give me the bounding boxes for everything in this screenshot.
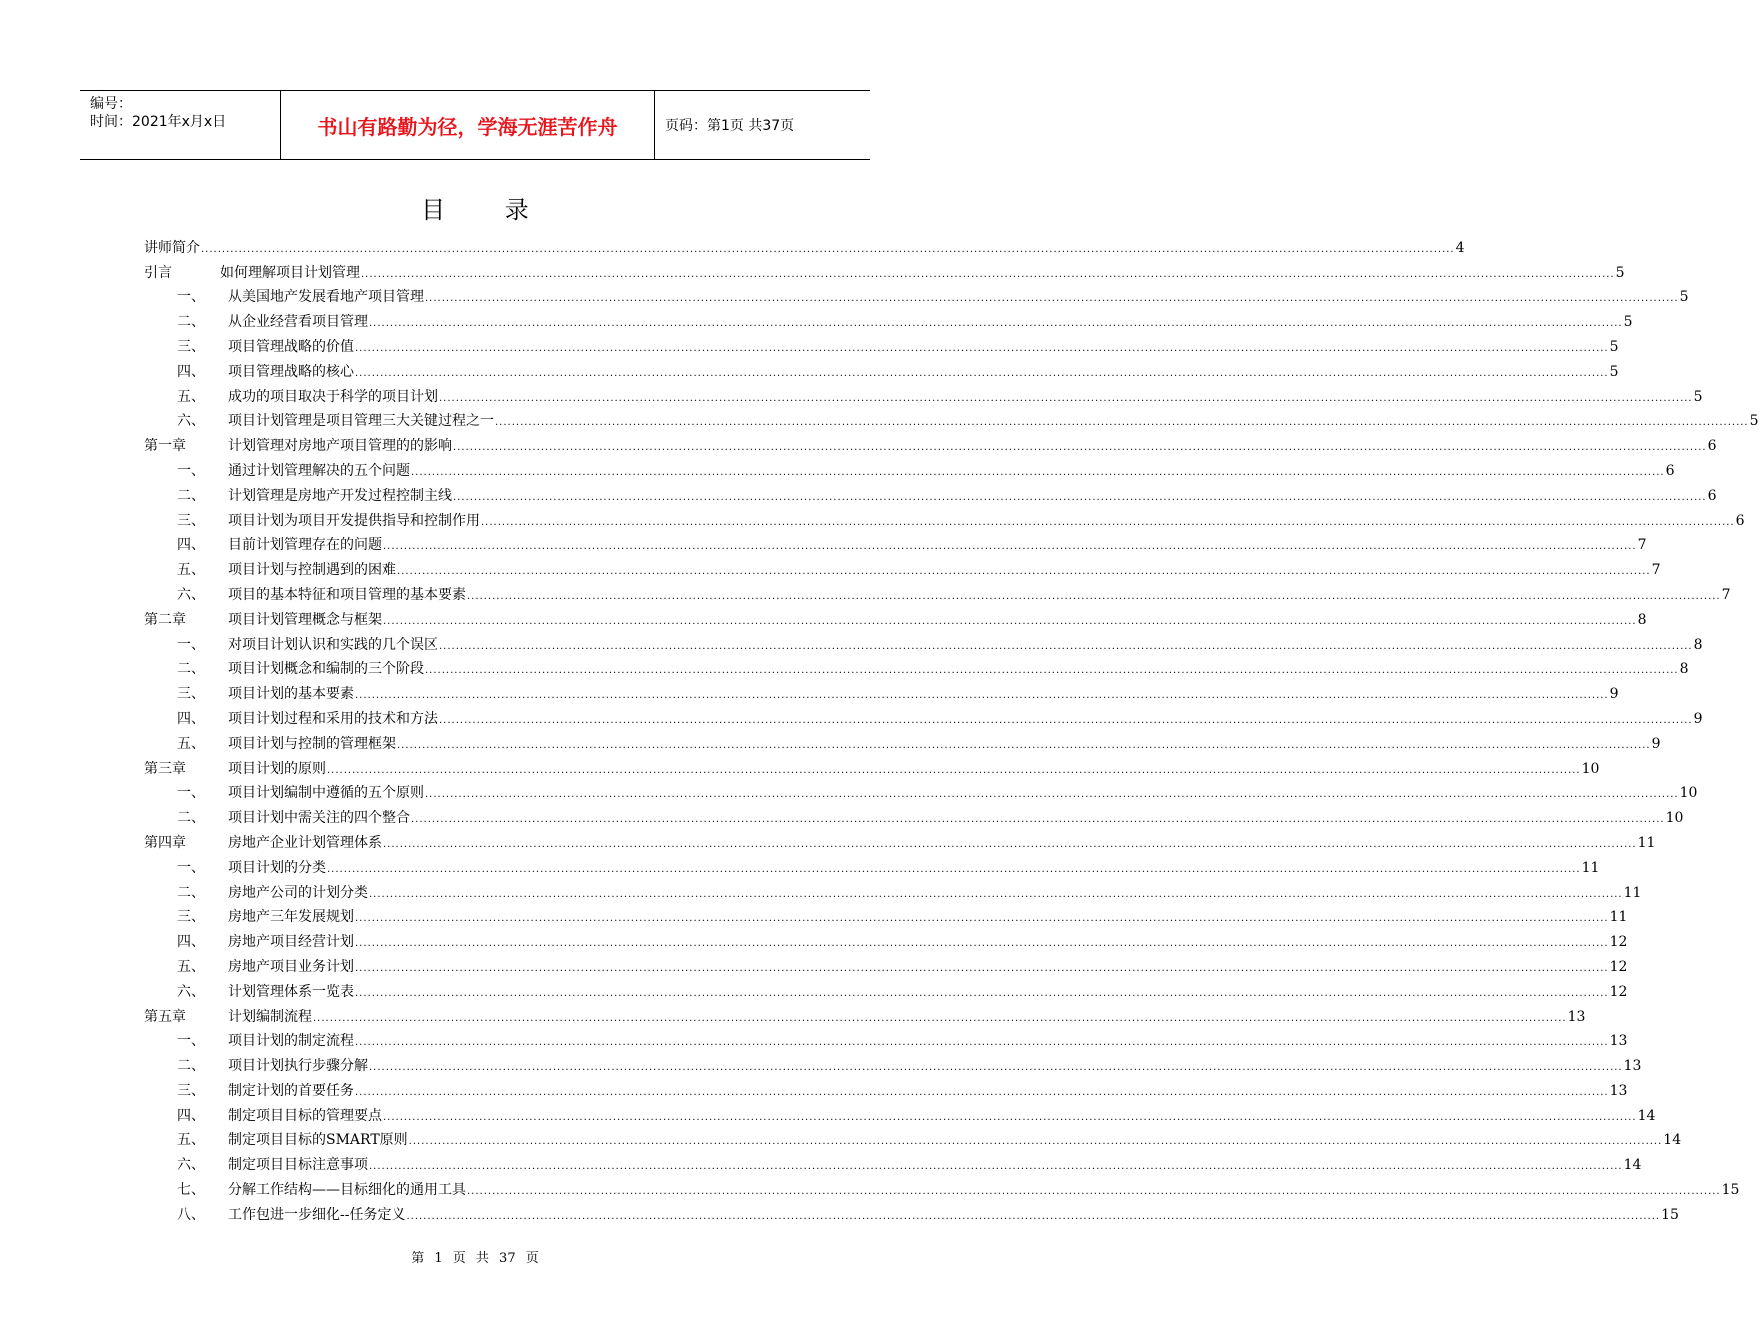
toc-entry-number: 二、 <box>177 661 205 678</box>
toc-entry-title: 讲师简介 <box>144 239 200 256</box>
toc-entry-number: 一、 <box>177 785 205 802</box>
toc-entry-number: 四、 <box>177 934 205 951</box>
toc-entry-title: 计划管理对房地产项目管理的的影响 <box>228 438 452 455</box>
toc-entry-title: 项目计划执行步骤分解 <box>228 1058 368 1075</box>
toc-entry-title: 项目计划与控制遇到的困难 <box>228 562 396 579</box>
toc-entry[interactable] <box>144 728 1661 753</box>
toc-entry-title: 项目的基本特征和项目管理的基本要素 <box>228 586 466 603</box>
toc-leader-dots: ............................................................................................................................................................................................................................................................................................................ <box>355 342 1609 354</box>
toc-entry-number: 六、 <box>177 413 205 430</box>
header-page-label: 页码：第1页 共37页 <box>665 118 795 134</box>
toc-entry-page: 10 <box>1665 810 1684 827</box>
toc-entry-page: 12 <box>1609 934 1628 951</box>
toc-entry-title: 对项目计划认识和实践的几个误区 <box>228 636 438 653</box>
toc-entry-number: 二、 <box>177 1058 205 1075</box>
toc-entry-title: 工作包进一步细化--任务定义 <box>228 1206 406 1223</box>
toc-entry[interactable] <box>144 1100 1656 1125</box>
toc-entry-page: 7 <box>1721 586 1731 603</box>
toc-entry-title: 项目计划的制定流程 <box>228 1033 354 1050</box>
toc-leader-dots: ............................................................................................................................................................................................................................................................................................................ <box>327 863 1581 875</box>
toc-entry[interactable] <box>144 306 1633 331</box>
toc-entry-page: 5 <box>1623 314 1633 331</box>
toc-entry-number: 一、 <box>177 1033 205 1050</box>
toc-entry-title: 如何理解项目计划管理 <box>220 264 360 281</box>
toc-leader-dots: ............................................................................................................................................................................................................................................................................................................ <box>439 714 1693 726</box>
toc-leader-dots: ............................................................................................................................................................................................................................................................................................................ <box>369 1062 1623 1074</box>
toc-entry-page: 11 <box>1623 884 1642 901</box>
toc-entry-title: 目前计划管理存在的问题 <box>228 537 382 554</box>
table-of-contents <box>144 232 1759 1224</box>
toc-entry-number: 三、 <box>177 512 205 529</box>
toc-entry-page: 7 <box>1651 562 1661 579</box>
toc-entry[interactable] <box>144 1001 1586 1026</box>
toc-entry-number: 三、 <box>177 686 205 703</box>
toc-entry[interactable] <box>144 455 1675 480</box>
toc-entry-title: 房地产三年发展规划 <box>228 909 354 926</box>
toc-leader-dots: ............................................................................................................................................................................................................................................................................................................ <box>313 1012 1567 1024</box>
toc-entry[interactable] <box>144 232 1465 257</box>
toc-entry-title: 房地产企业计划管理体系 <box>228 834 382 851</box>
toc-entry-page: 5 <box>1693 388 1703 405</box>
toc-entry-number: 五、 <box>177 735 205 752</box>
toc-leader-dots: ............................................................................................................................................................................................................................................................................................................ <box>383 541 1637 553</box>
toc-entry-title: 项目管理战略的价值 <box>228 338 354 355</box>
toc-entry[interactable] <box>144 282 1689 307</box>
document-time-label: 时间：2021年x月x日 <box>90 114 227 130</box>
toc-entry[interactable] <box>144 554 1661 579</box>
toc-leader-dots: ............................................................................................................................................................................................................................................................................................................ <box>369 318 1623 330</box>
toc-entry-number: 一、 <box>177 636 205 653</box>
toc-entry-page: 12 <box>1609 958 1628 975</box>
toc-leader-dots: ............................................................................................................................................................................................................................................................................................................ <box>369 888 1623 900</box>
toc-entry-number: 二、 <box>177 487 205 504</box>
toc-entry-page: 13 <box>1609 1082 1628 1099</box>
toc-entry[interactable] <box>144 1125 1682 1150</box>
toc-entry-title: 从企业经营看项目管理 <box>228 314 368 331</box>
toc-leader-dots: ............................................................................................................................................................................................................................................................................................................ <box>361 268 1615 280</box>
toc-entry-title: 项目计划与控制的管理框架 <box>228 735 396 752</box>
toc-entry-number: 五、 <box>177 562 205 579</box>
toc-entry-number: 一、 <box>177 859 205 876</box>
toc-entry-page: 14 <box>1663 1132 1682 1149</box>
toc-leader-dots: ............................................................................................................................................................................................................................................................................................................ <box>439 392 1693 404</box>
toc-entry-page: 9 <box>1651 735 1661 752</box>
toc-leader-dots: ............................................................................................................................................................................................................................................................................................................ <box>355 1037 1609 1049</box>
toc-leader-dots: ............................................................................................................................................................................................................................................................................................................ <box>408 1136 1663 1148</box>
page-footer: 第 1 页 共 37 页 <box>411 1251 539 1266</box>
toc-entry[interactable] <box>144 480 1717 505</box>
toc-leader-dots: ............................................................................................................................................................................................................................................................................................................ <box>355 987 1609 999</box>
toc-entry[interactable] <box>144 926 1628 951</box>
toc-entry-page: 14 <box>1637 1107 1656 1124</box>
toc-entry-page: 4 <box>1455 239 1465 256</box>
toc-entry[interactable] <box>144 257 1625 282</box>
toc-entry-number: 第四章 <box>144 834 186 851</box>
toc-entry-title: 计划编制流程 <box>228 1008 312 1025</box>
toc-entry-page: 9 <box>1693 710 1703 727</box>
toc-entry-title: 项目管理战略的核心 <box>228 363 354 380</box>
toc-leader-dots: ............................................................................................................................................................................................................................................................................................................ <box>383 838 1637 850</box>
toc-leader-dots: ............................................................................................................................................................................................................................................................................................................ <box>425 293 1679 305</box>
toc-entry-title: 项目计划的基本要素 <box>228 686 354 703</box>
toc-entry-number: 七、 <box>177 1182 205 1199</box>
toc-entry-title: 分解工作结构——目标细化的通用工具 <box>228 1182 466 1199</box>
toc-entry[interactable] <box>144 1050 1642 1075</box>
toc-entry-number: 六、 <box>177 983 205 1000</box>
toc-entry-page: 5 <box>1609 338 1619 355</box>
toc-leader-dots: ............................................................................................................................................................................................................................................................................................................ <box>481 516 1735 528</box>
toc-entry[interactable] <box>144 951 1628 976</box>
toc-entry-number: 第三章 <box>144 760 186 777</box>
toc-entry-title: 房地产项目经营计划 <box>228 934 354 951</box>
toc-entry-number: 第五章 <box>144 1008 186 1025</box>
toc-entry[interactable] <box>144 331 1619 356</box>
toc-entry[interactable] <box>144 1174 1740 1199</box>
document-number-label: 编号： <box>90 96 132 112</box>
toc-entry-page: 5 <box>1615 264 1625 281</box>
toc-leader-dots: ............................................................................................................................................................................................................................................................................................................ <box>467 590 1721 602</box>
toc-entry-page: 7 <box>1637 537 1647 554</box>
toc-entry-page: 9 <box>1609 686 1619 703</box>
toc-entry[interactable] <box>144 678 1619 703</box>
toc-leader-dots: ............................................................................................................................................................................................................................................................................................................ <box>355 938 1609 950</box>
toc-entry-title: 项目计划管理概念与框架 <box>228 611 382 628</box>
toc-entry[interactable] <box>144 827 1656 852</box>
toc-leader-dots: ............................................................................................................................................................................................................................................................................................................ <box>425 665 1679 677</box>
toc-leader-dots: ............................................................................................................................................................................................................................................................................................................ <box>355 962 1609 974</box>
toc-leader-dots: ............................................................................................................................................................................................................................................................................................................ <box>369 1161 1623 1173</box>
toc-entry-title: 项目计划为项目开发提供指导和控制作用 <box>228 512 480 529</box>
toc-entry-title: 计划管理是房地产开发过程控制主线 <box>228 487 452 504</box>
toc-entry[interactable] <box>144 654 1689 679</box>
toc-leader-dots: ............................................................................................................................................................................................................................................................................................................ <box>355 690 1609 702</box>
toc-entry-number: 五、 <box>177 388 205 405</box>
toc-entry-number: 六、 <box>177 1157 205 1174</box>
toc-entry[interactable] <box>144 1026 1628 1051</box>
toc-entry-number: 二、 <box>177 314 205 331</box>
toc-entry-title: 项目计划的分类 <box>228 859 326 876</box>
toc-entry-page: 5 <box>1609 363 1619 380</box>
toc-entry-title: 从美国地产发展看地产项目管理 <box>228 289 424 306</box>
toc-entry-page: 10 <box>1679 785 1698 802</box>
toc-entry-page: 5 <box>1679 289 1689 306</box>
toc-entry[interactable] <box>144 381 1703 406</box>
toc-entry-title: 项目计划过程和采用的技术和方法 <box>228 710 438 727</box>
toc-entry-page: 13 <box>1609 1033 1628 1050</box>
toc-entry-number: 三、 <box>177 909 205 926</box>
toc-entry-number: 三、 <box>177 338 205 355</box>
toc-leader-dots: ............................................................................................................................................................................................................................................................................................................ <box>439 640 1693 652</box>
toc-entry-number: 四、 <box>177 537 205 554</box>
toc-entry-page: 15 <box>1721 1182 1740 1199</box>
toc-entry-page: 11 <box>1637 834 1656 851</box>
toc-entry-page: 5 <box>1749 413 1759 430</box>
toc-entry[interactable] <box>144 406 1759 431</box>
toc-leader-dots: ............................................................................................................................................................................................................................................................................................................ <box>383 1111 1637 1123</box>
toc-entry-page: 11 <box>1609 909 1628 926</box>
toc-entry-number: 五、 <box>177 958 205 975</box>
toc-entry-page: 13 <box>1567 1008 1586 1025</box>
toc-entry-number: 四、 <box>177 710 205 727</box>
toc-leader-dots: ............................................................................................................................................................................................................................................................................................................ <box>406 1210 1661 1222</box>
toc-entry-page: 10 <box>1581 760 1600 777</box>
toc-leader-dots: ............................................................................................................................................................................................................................................................................................................ <box>453 491 1707 503</box>
toc-entry[interactable] <box>144 1199 1679 1224</box>
toc-entry-title: 成功的项目取决于科学的项目计划 <box>228 388 438 405</box>
toc-entry[interactable] <box>144 604 1647 629</box>
toc-entry-title: 房地产项目业务计划 <box>228 958 354 975</box>
toc-leader-dots: ............................................................................................................................................................................................................................................................................................................ <box>355 1086 1609 1098</box>
toc-entry[interactable] <box>144 1075 1628 1100</box>
toc-title: 目 录 <box>421 196 555 224</box>
toc-entry-title: 项目计划中需关注的四个整合 <box>228 810 410 827</box>
toc-entry[interactable] <box>144 703 1703 728</box>
toc-entry-number: 一、 <box>177 289 205 306</box>
toc-leader-dots: ............................................................................................................................................................................................................................................................................................................ <box>425 789 1679 801</box>
toc-leader-dots: ............................................................................................................................................................................................................................................................................................................ <box>453 442 1707 454</box>
toc-entry-number: 八、 <box>177 1206 205 1223</box>
toc-leader-dots: ............................................................................................................................................................................................................................................................................................................ <box>355 913 1609 925</box>
toc-entry[interactable] <box>144 902 1628 927</box>
toc-leader-dots: ............................................................................................................................................................................................................................................................................................................ <box>495 417 1749 429</box>
toc-entry-page: 14 <box>1623 1157 1642 1174</box>
toc-leader-dots: ............................................................................................................................................................................................................................................................................................................ <box>327 764 1581 776</box>
toc-entry-title: 房地产公司的计划分类 <box>228 884 368 901</box>
toc-entry-number: 第一章 <box>144 438 186 455</box>
toc-entry[interactable] <box>144 1149 1642 1174</box>
toc-entry-title: 项目计划编制中遵循的五个原则 <box>228 785 424 802</box>
toc-entry[interactable] <box>144 579 1731 604</box>
toc-leader-dots: ............................................................................................................................................................................................................................................................................................................ <box>201 243 1455 255</box>
toc-entry-title: 项目计划的原则 <box>228 760 326 777</box>
toc-entry-number: 引言 <box>144 264 172 281</box>
toc-entry-number: 三、 <box>177 1082 205 1099</box>
toc-entry-number: 五、 <box>177 1132 205 1149</box>
toc-entry[interactable] <box>144 629 1703 654</box>
toc-entry[interactable] <box>144 356 1619 381</box>
document-header <box>80 90 870 160</box>
toc-entry-page: 15 <box>1661 1206 1679 1223</box>
toc-entry[interactable] <box>144 753 1600 778</box>
toc-entry[interactable] <box>144 852 1600 877</box>
toc-entry-number: 四、 <box>177 363 205 380</box>
header-meta-cell <box>80 91 281 159</box>
toc-entry-title: 制定计划的首要任务 <box>228 1082 354 1099</box>
toc-leader-dots: ............................................................................................................................................................................................................................................................................................................ <box>467 1186 1721 1198</box>
toc-entry[interactable] <box>144 778 1698 803</box>
toc-entry-page: 8 <box>1679 661 1689 678</box>
toc-entry-page: 6 <box>1707 438 1717 455</box>
toc-entry[interactable] <box>144 877 1642 902</box>
toc-leader-dots: ............................................................................................................................................................................................................................................................................................................ <box>397 739 1651 751</box>
toc-leader-dots: ............................................................................................................................................................................................................................................................................................................ <box>383 615 1637 627</box>
toc-entry-page: 11 <box>1581 859 1600 876</box>
toc-entry-page: 6 <box>1665 462 1675 479</box>
toc-entry-page: 13 <box>1623 1058 1642 1075</box>
toc-entry[interactable] <box>144 505 1745 530</box>
header-motto: 书山有路勤为径，学海无涯苦作舟 <box>281 91 655 159</box>
toc-entry-page: 6 <box>1735 512 1745 529</box>
toc-entry[interactable] <box>144 530 1647 555</box>
toc-entry[interactable] <box>144 976 1628 1001</box>
toc-leader-dots: ............................................................................................................................................................................................................................................................................................................ <box>411 466 1665 478</box>
toc-entry-page: 6 <box>1707 487 1717 504</box>
toc-entry-number: 一、 <box>177 462 205 479</box>
toc-entry[interactable] <box>144 430 1717 455</box>
toc-entry[interactable] <box>144 802 1684 827</box>
toc-entry-title: 制定项目目标注意事项 <box>228 1157 368 1174</box>
toc-entry-title: 制定项目目标的SMART原则 <box>228 1132 408 1149</box>
toc-entry-title: 通过计划管理解决的五个问题 <box>228 462 410 479</box>
toc-entry-number: 二、 <box>177 884 205 901</box>
toc-entry-title: 项目计划管理是项目管理三大关键过程之一 <box>228 413 494 430</box>
toc-entry-page: 8 <box>1693 636 1703 653</box>
toc-leader-dots: ............................................................................................................................................................................................................................................................................................................ <box>355 367 1609 379</box>
toc-entry-page: 8 <box>1637 611 1647 628</box>
toc-entry-page: 12 <box>1609 983 1628 1000</box>
toc-leader-dots: ............................................................................................................................................................................................................................................................................................................ <box>397 566 1651 578</box>
toc-entry-title: 计划管理体系一览表 <box>228 983 354 1000</box>
toc-entry-number: 四、 <box>177 1107 205 1124</box>
toc-entry-number: 二、 <box>177 810 205 827</box>
toc-entry-number: 第二章 <box>144 611 186 628</box>
toc-entry-title: 制定项目目标的管理要点 <box>228 1107 382 1124</box>
toc-entry-number: 六、 <box>177 586 205 603</box>
toc-leader-dots: ............................................................................................................................................................................................................................................................................................................ <box>411 814 1665 826</box>
toc-entry-title: 项目计划概念和编制的三个阶段 <box>228 661 424 678</box>
